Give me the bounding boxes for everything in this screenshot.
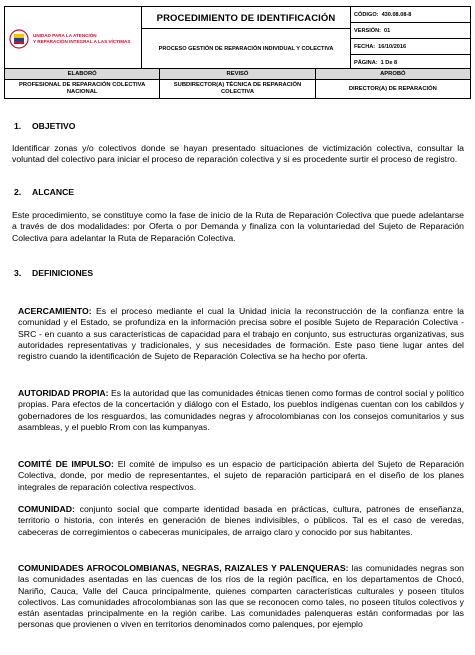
coat-of-arms-icon <box>9 29 29 49</box>
date-value: 16/10/2016 <box>378 43 407 50</box>
aprobo-header: APROBÓ <box>315 69 470 80</box>
definition-text: las comunidades negras son las comunidades asentadas en las cuencas de los ríos de la región pacífica, en los departamentos de Chocó, Nariño, Cauca, Valle del Cauca principalmente, quienes comparten características culturales y poseen títulos colectivos. Las comunidades afrocolombianas son las que se reconocen como tales, no poseen títulos colectivos y están asentadas principalmente en la región caribe. Las comunidades palenqueras están conformadas por las personas que provienen o viven en territorios denominados como palenques, por ejemplo <box>18 563 465 630</box>
version-label: VERSIÓN: <box>354 27 382 34</box>
definition-comite-de-impulso <box>18 459 464 493</box>
code-row <box>351 7 470 23</box>
definition-term: COMITÉ DE IMPULSO: <box>18 459 114 469</box>
metadata-cell <box>351 7 471 71</box>
logo-cell <box>5 7 142 71</box>
code-label: CÓDIGO: <box>354 11 379 18</box>
section-heading-definiciones <box>14 268 93 278</box>
section-title: DEFINICIONES <box>32 268 94 278</box>
reviso-header: REVISÓ <box>160 69 315 80</box>
definition-text: El comité de impulso es un espacio de participación abierta del Sujeto de Reparación Colectiva, donde, por medio de representantes, el sujeto de reparación participará en el diseño de los planes integrales de reparación colectiva respectivos. <box>18 459 464 492</box>
date-row <box>351 39 470 55</box>
section-title: OBJETIVO <box>32 121 76 131</box>
definition-text: Es el proceso mediante el cual la Unidad inicia la reconstrucción de la confianza entre la comunidad y el Estado, se profundiza en la información precisa sobre el posible Sujeto de Reparación Colectiva - SRC - en cuanto a sus características de capacidad para el trabajo en conjunto, sus estructuras organizativas, sus autoridades representativas y tradicionales, y sus necesidades de formación. Este paso tiene lugar antes del registro cuando la identificación de Sujeto de Reparación Colectiva se ha hecho por oferta. <box>18 306 464 362</box>
definition-autoridad-propia <box>18 388 464 433</box>
version-row <box>351 23 470 39</box>
definition-term: COMUNIDADES AFROCOLOMBIANAS, NEGRAS, RAIZALES Y PALENQUERAS: <box>18 563 349 573</box>
page-label: PÁGINA: <box>354 59 378 66</box>
logo-text-line-2: Y REPARACIÓN INTEGRAL A LAS VÍCTIMAS <box>33 38 131 44</box>
section-number: 1. <box>14 121 22 131</box>
definition-term: COMUNIDAD: <box>18 504 75 514</box>
definition-term: AUTORIDAD PROPIA: <box>18 388 109 398</box>
section-heading-objetivo <box>14 121 75 131</box>
logo-text-line-1: UNIDAD PARA LA ATENCIÓN <box>33 32 97 38</box>
alcance-paragraph: Este procedimiento, se constituye como la fase de inicio de la Ruta de Reparación Colectiva que puede adelantarse a través de dos modalidades: por Oferta o por Demanda y finaliza con la voluntariedad del Sujeto de Reparación Colectiva para adelantar la Ruta de Reparación Colectiva. <box>12 210 464 243</box>
section-number: 2. <box>14 187 22 197</box>
elaboro-value: PROFESIONAL DE REPARACIÓN COLECTIVA NACIONAL <box>5 80 160 99</box>
document-title: PROCEDIMIENTO DE IDENTIFICACIÓN <box>142 8 350 29</box>
title-cell <box>142 7 351 71</box>
elaboro-header: ELABORÓ <box>5 69 160 80</box>
section-title: ALCANCE <box>32 187 75 197</box>
definition-text: Es la autoridad que las comunidades étnicas tienen como formas de control social y político propias. Para efectos de la concertación y diálogo con el Estado, los pueblos indígenas cuentan con los cabildos y gobernadores de los resguardos, las comunidades negras y afrocolombianas con los consejos comunitarios y sus asambleas, y el pueblo Rrom con las kumpanyas. <box>18 388 464 432</box>
page-value: 1 De 8 <box>380 59 398 66</box>
objetivo-paragraph: Identificar zonas y/o colectivos donde se hayan presentado situaciones de victimización colectiva, consultar la voluntad del colectivo para iniciar el proceso de reparación colectiva y si es procedente surtir el proceso de registro. <box>12 143 464 165</box>
unit-logo <box>5 29 141 49</box>
aprobo-value: DIRECTOR(A) DE REPARACIÓN <box>315 80 470 99</box>
approval-table <box>4 68 471 99</box>
definition-comunidades-afrocolombianas <box>18 563 464 631</box>
section-heading-alcance <box>14 187 74 197</box>
code-value: 430.08.08-8 <box>381 11 412 18</box>
definition-acercamiento <box>18 306 464 362</box>
definition-term: ACERCAMIENTO: <box>18 306 92 316</box>
document-subtitle: PROCESO GESTIÓN DE REPARACIÓN INDIVIDUAL Y COLECTIVA <box>158 46 334 52</box>
definition-comunidad <box>18 504 464 538</box>
reviso-value: SUBDIRECTOR(A) TÉCNICA DE REPARACIÓN COLECTIVA <box>160 80 315 99</box>
section-number: 3. <box>14 268 22 278</box>
definition-text: conjunto social que comparte identidad basada en prácticas, cultura, patrones de enseñanza, territorio o historia, con interés en generación de bienes indivisibles, o públicos. Tal es el caso de veredas, cabeceras de corregimientos o cabeceras municipales, de arraigo claro y conocido por sus habitantes. <box>18 504 464 537</box>
date-label: FECHA: <box>354 43 376 50</box>
version-value: 01 <box>384 27 391 34</box>
